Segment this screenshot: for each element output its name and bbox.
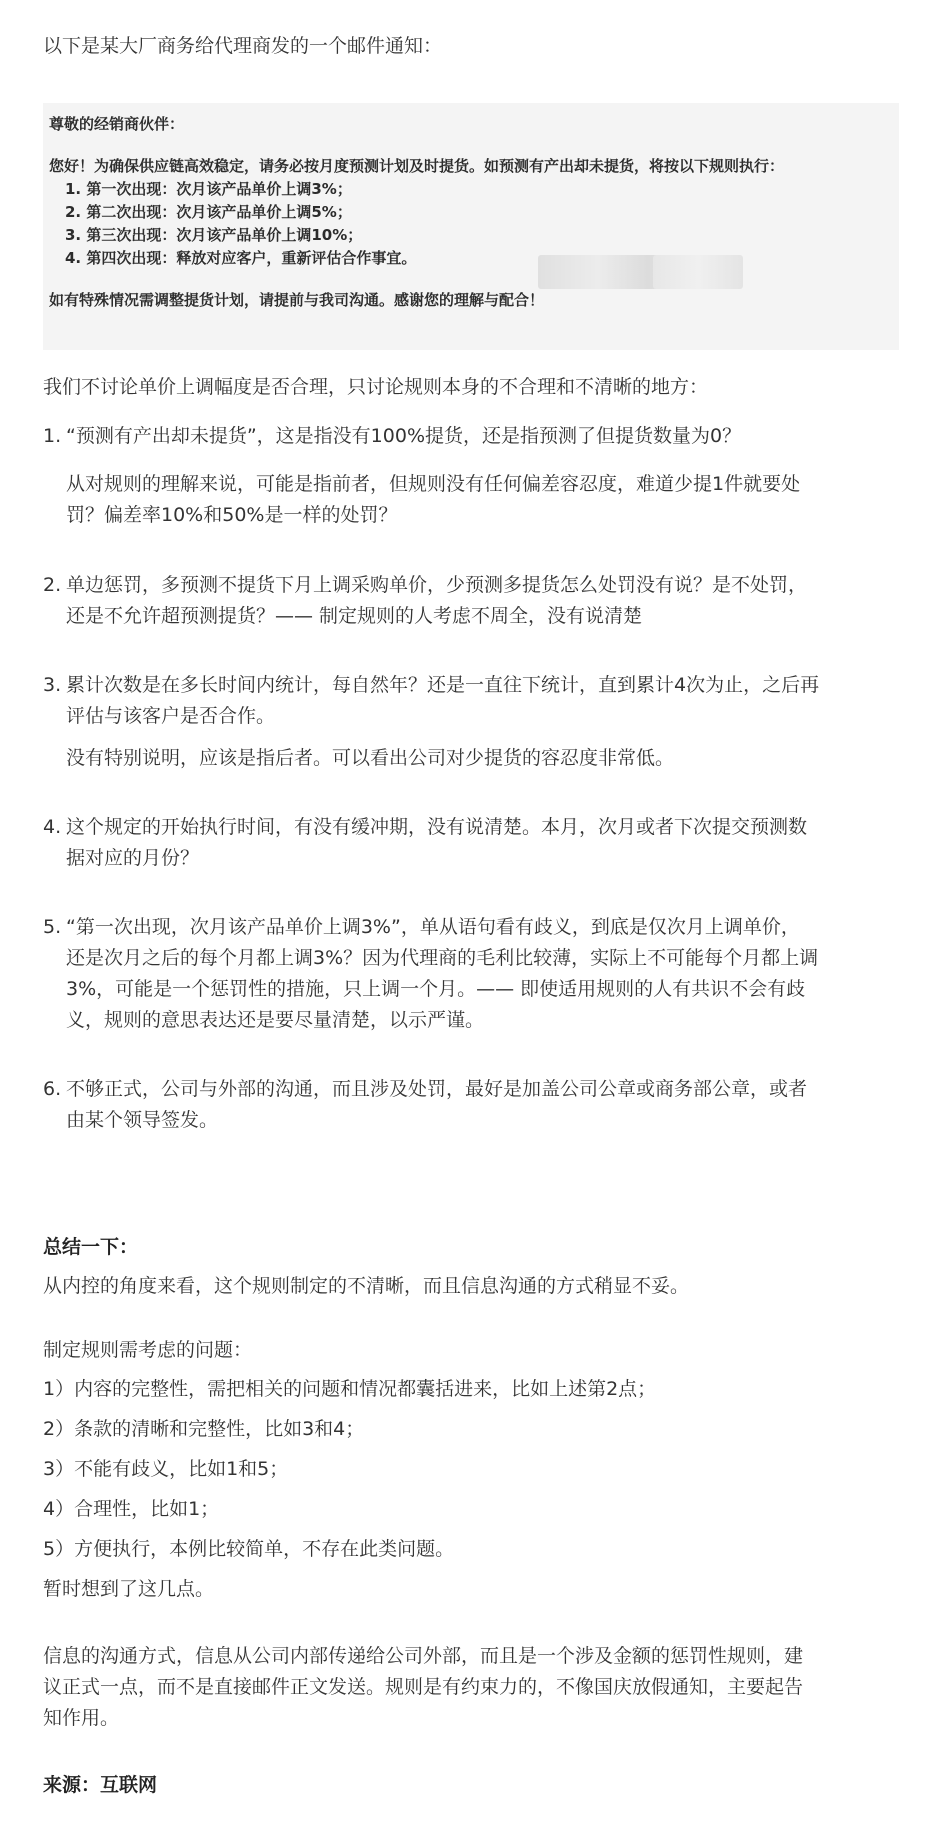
email-greeting: 尊敬的经销商伙伴：	[49, 115, 185, 133]
point-1-detail-2: 罚？偏差率10%和50%是一样的处罚？	[66, 504, 398, 526]
email-body: 您好！为确保供应链高效稳定，请务必按月度预测计划及时提货。如预测有产出却未提货，将按以下规则执行：	[49, 157, 785, 175]
blurred-signature-2	[653, 255, 743, 289]
source-label: 来源：互联网	[43, 1774, 158, 1796]
summary-text: 从内控的角度来看，这个规则制定的不清晰，而且信息沟通的方式稍显不妥。	[43, 1275, 690, 1297]
point-3-detail: 没有特别说明，应该是指后者。可以看出公司对少提货的容忍度非常低。	[66, 747, 675, 769]
point-3	[43, 669, 903, 701]
point-5-number: 5.	[43, 916, 62, 938]
email-rule-4: 4. 第四次出现：释放对应客户，重新评估合作事宜。	[65, 249, 417, 267]
point-6-text-2: 由某个领导签发。	[66, 1109, 219, 1131]
point-5-text-3: 3%，可能是一个惩罚性的措施，只上调一个月。—— 即使适用规则的人有共识不会有歧	[66, 978, 806, 1000]
email-screenshot	[43, 103, 899, 350]
point-2	[43, 569, 903, 601]
point-5-text: “第一次出现，次月该产品单价上调3%”，单从语句看有歧义，到底是仅次月上调单价，	[66, 916, 800, 938]
email-rule-3: 3. 第三次出现：次月该产品单价上调10%；	[65, 226, 363, 244]
point-4-text: 这个规定的开始执行时间，有没有缓冲期，没有说清楚。本月，次月或者下次提交预测数	[66, 816, 808, 838]
point-1-text: “预测有产出却未提货”，这是指没有100%提货，还是指预测了但提货数量为0？	[66, 425, 742, 447]
issue-item-4: 4）合理性，比如1；	[43, 1498, 220, 1520]
point-1-number: 1.	[43, 425, 62, 447]
email-rule-1: 1. 第一次出现：次月该产品单价上调3%；	[65, 180, 352, 198]
point-4-text-2: 据对应的月份？	[66, 847, 200, 869]
point-2-number: 2.	[43, 574, 62, 596]
point-3-text-2: 评估与该客户是否合作。	[66, 705, 276, 727]
lead-text: 我们不讨论单价上调幅度是否合理，只讨论规则本身的不合理和不清晰的地方：	[43, 376, 709, 398]
communication-text-2: 议正式一点，而不是直接邮件正文发送。规则是有约束力的，不像国庆放假通知，主要起告	[43, 1676, 804, 1698]
point-3-text: 累计次数是在多长时间内统计，每自然年？还是一直往下统计，直到累计4次为止，之后再	[66, 674, 820, 696]
issue-item-5: 5）方便执行，本例比较简单，不存在此类问题。	[43, 1538, 455, 1560]
email-closing: 如有特殊情况需调整提货计划，请提前与我司沟通。感谢您的理解与配合！	[49, 291, 545, 309]
issue-item-2: 2）条款的清晰和完整性，比如3和4；	[43, 1418, 365, 1440]
summary-closing: 暂时想到了这几点。	[43, 1578, 215, 1600]
point-5-text-2: 还是次月之后的每个月都上调3%？因为代理商的毛利比较薄，实际上不可能每个月都上调	[66, 947, 819, 969]
point-4	[43, 811, 903, 843]
point-2-text: 单边惩罚，多预测不提货下月上调采购单价，少预测多提货怎么处罚没有说？是不处罚，	[66, 574, 808, 596]
communication-text-3: 知作用。	[43, 1707, 120, 1729]
point-5	[43, 911, 903, 943]
point-3-number: 3.	[43, 674, 62, 696]
summary-heading: 总结一下：	[43, 1236, 139, 1258]
point-4-number: 4.	[43, 816, 62, 838]
issue-item-1: 1）内容的完整性，需把相关的问题和情况都囊括进来，比如上述第2点；	[43, 1378, 657, 1400]
point-1	[43, 420, 903, 452]
point-5-text-4: 义，规则的意思表达还是要尽量清楚，以示严谨。	[66, 1009, 485, 1031]
issue-item-3: 3）不能有歧义，比如1和5；	[43, 1458, 289, 1480]
issues-heading: 制定规则需考虑的问题：	[43, 1339, 253, 1361]
point-6-text: 不够正式，公司与外部的沟通，而且涉及处罚，最好是加盖公司公章或商务部公章，或者	[66, 1078, 808, 1100]
point-2-text-2: 还是不允许超预测提货？—— 制定规则的人考虑不周全，没有说清楚	[66, 605, 643, 627]
communication-text-1: 信息的沟通方式，信息从公司内部传递给公司外部，而且是一个涉及金额的惩罚性规则，建	[43, 1645, 804, 1667]
intro-text: 以下是某大厂商务给代理商发的一个邮件通知：	[43, 35, 443, 57]
point-1-detail-1: 从对规则的理解来说，可能是指前者，但规则没有任何偏差容忍度，难道少提1件就要处	[66, 473, 801, 495]
point-6-number: 6.	[43, 1078, 62, 1100]
point-6	[43, 1073, 903, 1105]
email-rule-2: 2. 第二次出现：次月该产品单价上调5%；	[65, 203, 352, 221]
